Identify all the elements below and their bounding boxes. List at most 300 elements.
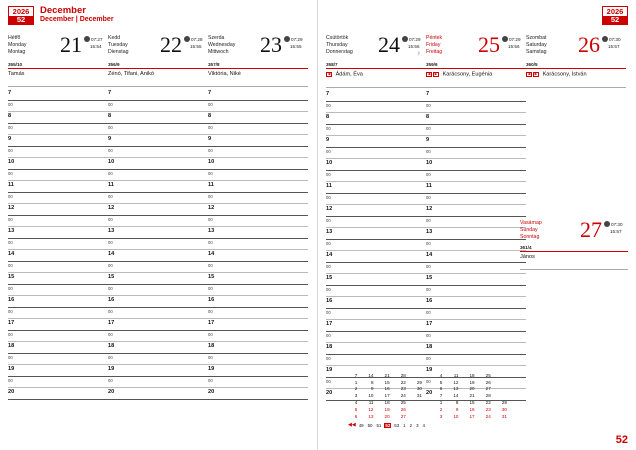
- mini-calendar-prev-icon[interactable]: ◀◀: [348, 422, 356, 428]
- hour-slot[interactable]: [8, 204, 108, 216]
- half-hour-slot[interactable]: [208, 377, 308, 388]
- half-hour-label: 00: [208, 148, 213, 153]
- half-hour-slot[interactable]: [208, 216, 308, 227]
- mini-calendar-day[interactable]: 31: [501, 413, 507, 419]
- hour-slot[interactable]: [426, 320, 526, 332]
- half-hour-slot[interactable]: [426, 240, 526, 251]
- hour-slot[interactable]: [326, 274, 426, 286]
- mini-calendar-day[interactable]: 5: [354, 406, 358, 412]
- half-hour-slot[interactable]: [426, 309, 526, 320]
- hour-slot[interactable]: [426, 90, 526, 102]
- day-number-tuesday: 22: [160, 32, 182, 57]
- half-hour-slot[interactable]: [208, 101, 308, 112]
- mini-calendar-day[interactable]: 11: [368, 399, 374, 405]
- half-hour-slot[interactable]: [8, 170, 108, 181]
- half-hour-slot[interactable]: [208, 239, 308, 250]
- day-column-sunday: [520, 218, 628, 270]
- hour-slot[interactable]: [108, 89, 208, 101]
- half-hour-slot[interactable]: [326, 309, 426, 320]
- nameday-rule: [108, 77, 208, 87]
- hour-slot[interactable]: [108, 319, 208, 331]
- mini-calendar-day[interactable]: 19: [469, 379, 475, 385]
- nameday-rule: [8, 77, 108, 87]
- moon-phase-icon: ☽: [415, 50, 420, 56]
- mini-calendar-day[interactable]: 17: [384, 393, 390, 399]
- prev-week-icon[interactable]: ◀: [327, 71, 331, 76]
- mini-calendar-day[interactable]: 13: [368, 413, 374, 419]
- hour-slot[interactable]: [208, 342, 308, 354]
- half-hour-label: 00: [8, 171, 13, 176]
- mini-calendar-day[interactable]: 16: [384, 386, 390, 392]
- hour-slot[interactable]: [208, 273, 308, 285]
- mini-calendar-day[interactable]: 6: [354, 413, 358, 419]
- hour-slot[interactable]: [8, 135, 108, 147]
- hour-label: 19: [326, 366, 333, 373]
- day-name-de: Mittwoch: [208, 49, 229, 56]
- hour-slot[interactable]: [208, 181, 308, 193]
- half-hour-slot[interactable]: [426, 217, 526, 228]
- mini-calendar-day[interactable]: 10: [368, 393, 374, 399]
- mini-calendar-day[interactable]: 26: [485, 379, 491, 385]
- half-hour-slot[interactable]: [208, 147, 308, 158]
- hour-slot[interactable]: [8, 250, 108, 262]
- sunrise-time: 07:30: [611, 222, 623, 227]
- half-hour-slot[interactable]: [208, 193, 308, 204]
- hour-slot[interactable]: [426, 297, 526, 309]
- half-hour-slot[interactable]: [108, 170, 208, 181]
- week-label-right: 52: [603, 16, 627, 24]
- day-header-saturday: [526, 33, 626, 69]
- hour-label: 20: [8, 389, 15, 395]
- half-hour-slot[interactable]: [208, 331, 308, 342]
- hour-label: 19: [108, 366, 115, 372]
- mini-calendar-day[interactable]: 15: [384, 379, 390, 385]
- half-hour-slot[interactable]: [426, 194, 526, 205]
- hour-slot[interactable]: [326, 182, 426, 194]
- hour-slot[interactable]: [326, 251, 426, 263]
- half-hour-slot[interactable]: [426, 286, 526, 297]
- hour-slot[interactable]: [108, 342, 208, 354]
- hour-slot[interactable]: [326, 297, 426, 309]
- hour-slot[interactable]: [426, 251, 526, 263]
- hour-slot[interactable]: [8, 273, 108, 285]
- nameday-monday: Tamás: [8, 71, 25, 77]
- hour-label: 10: [208, 159, 215, 165]
- hour-slot[interactable]: [208, 319, 308, 331]
- hour-column-friday[interactable]: [426, 90, 526, 401]
- mini-calendar-day[interactable]: [407, 413, 423, 420]
- hour-label: 8: [426, 113, 430, 120]
- hour-slot[interactable]: [208, 388, 308, 400]
- hour-column-wednesday[interactable]: [208, 89, 308, 400]
- day-name-de: Montag: [8, 49, 26, 56]
- half-hour-slot[interactable]: [108, 124, 208, 135]
- hour-label: 18: [326, 343, 333, 350]
- nameday-tuesday: Zénó, Tifani, Anikó: [108, 71, 155, 77]
- hour-slot[interactable]: [208, 296, 308, 308]
- hour-label: 11: [108, 182, 114, 188]
- mini-calendar-day[interactable]: 9: [455, 406, 459, 412]
- mini-calendar-day[interactable]: 9: [370, 386, 374, 392]
- hour-slot[interactable]: [8, 319, 108, 331]
- half-hour-slot[interactable]: [108, 377, 208, 388]
- hour-slot[interactable]: [108, 388, 208, 400]
- day-column-tuesday: [108, 33, 208, 87]
- mini-calendar-day[interactable]: [492, 393, 508, 400]
- month-title: [40, 6, 114, 23]
- half-hour-slot[interactable]: [426, 102, 526, 113]
- next-week-icon[interactable]: ▶: [534, 71, 538, 76]
- hour-slot[interactable]: [108, 112, 208, 124]
- mini-calendar-row: [348, 379, 508, 386]
- hour-slot[interactable]: [326, 90, 426, 102]
- day-of-year-monday: 355/10: [8, 62, 23, 67]
- mini-calendar-day[interactable]: [407, 400, 423, 407]
- hour-slot[interactable]: [8, 365, 108, 377]
- nameday-rule: [520, 260, 628, 270]
- half-hour-slot[interactable]: [208, 170, 308, 181]
- half-hour-slot[interactable]: [108, 285, 208, 296]
- hour-label: 11: [208, 182, 214, 188]
- hour-slot[interactable]: [208, 365, 308, 377]
- hour-label: 16: [426, 297, 433, 304]
- hour-slot[interactable]: [426, 159, 526, 171]
- mini-calendar-day[interactable]: 19: [384, 406, 390, 412]
- hour-label: 17: [108, 320, 115, 326]
- half-hour-label: 00: [326, 125, 331, 131]
- hour-slot[interactable]: [426, 228, 526, 240]
- mini-calendar-day[interactable]: 3: [354, 393, 358, 399]
- mini-calendar-week-number[interactable]: 50: [367, 422, 373, 428]
- mini-calendar-day[interactable]: 14: [453, 393, 459, 399]
- hour-slot[interactable]: [326, 228, 426, 240]
- mini-calendar-day[interactable]: 29: [501, 399, 507, 405]
- half-hour-slot[interactable]: [108, 147, 208, 158]
- hour-label: 15: [426, 274, 433, 281]
- day-name-en: Saturday: [526, 42, 547, 49]
- hour-slot[interactable]: [8, 342, 108, 354]
- half-hour-label: 00: [426, 125, 431, 131]
- hour-slot[interactable]: [108, 250, 208, 262]
- mini-calendar-day[interactable]: 28: [485, 393, 491, 399]
- half-hour-slot[interactable]: [426, 355, 526, 366]
- hour-column-monday[interactable]: [8, 89, 108, 400]
- mini-calendar-row: [348, 413, 508, 420]
- day-header-sunday: [520, 218, 628, 252]
- half-hour-slot[interactable]: [8, 239, 108, 250]
- mini-calendar-week-number[interactable]: 53: [394, 422, 400, 428]
- sunrise-icon: [602, 36, 608, 42]
- hour-label: 15: [8, 274, 15, 280]
- hour-slot[interactable]: [108, 135, 208, 147]
- half-hour-slot[interactable]: [326, 286, 426, 297]
- half-hour-slot[interactable]: [426, 125, 526, 136]
- mini-calendar-day[interactable]: 14: [368, 372, 374, 378]
- half-hour-slot[interactable]: [8, 285, 108, 296]
- mini-calendar-day[interactable]: 31: [416, 393, 422, 399]
- half-hour-slot[interactable]: [326, 171, 426, 182]
- half-hour-label: 00: [326, 332, 331, 338]
- hour-slot[interactable]: [108, 227, 208, 239]
- half-hour-label: 00: [8, 240, 13, 245]
- sun-times-tuesday: [184, 36, 208, 51]
- hour-slot[interactable]: [8, 89, 108, 101]
- half-hour-label: 00: [108, 378, 113, 383]
- half-hour-slot[interactable]: [426, 332, 526, 343]
- mini-calendar-day[interactable]: 1: [354, 379, 358, 385]
- mini-calendar-day[interactable]: 25: [400, 399, 406, 405]
- mini-calendar-day[interactable]: 16: [469, 406, 475, 412]
- mini-calendar-day[interactable]: 6: [439, 386, 443, 392]
- hour-slot[interactable]: [426, 113, 526, 125]
- hour-slot[interactable]: [208, 112, 308, 124]
- half-hour-slot[interactable]: [8, 377, 108, 388]
- prev-week-icon[interactable]: ◀: [427, 71, 431, 76]
- half-hour-slot[interactable]: [326, 125, 426, 136]
- half-hour-label: 00: [426, 148, 431, 154]
- sunrise-time: 07:29: [509, 37, 521, 42]
- half-hour-label: 00: [108, 148, 113, 153]
- mini-calendar-week-number[interactable]: 52: [385, 422, 391, 428]
- mini-calendar-day[interactable]: 22: [485, 399, 491, 405]
- mini-calendar-day[interactable]: 30: [501, 406, 507, 412]
- mini-calendar-day[interactable]: [407, 406, 423, 413]
- mini-calendar-week-number[interactable]: 1: [403, 422, 406, 428]
- hour-slot[interactable]: [426, 136, 526, 148]
- half-hour-slot[interactable]: [8, 262, 108, 273]
- hour-slot[interactable]: [208, 135, 308, 147]
- hour-slot[interactable]: [326, 113, 426, 125]
- mini-calendar-day[interactable]: 1: [439, 399, 443, 405]
- half-hour-label: 00: [326, 240, 331, 246]
- half-hour-label: 00: [8, 194, 13, 199]
- mini-calendar-day[interactable]: 15: [469, 399, 475, 405]
- mini-calendar-day[interactable]: 21: [384, 372, 390, 378]
- day-of-year-sunday: 361/4: [520, 245, 532, 250]
- mini-calendar-grid: [348, 373, 508, 420]
- hour-slot[interactable]: [8, 296, 108, 308]
- hour-slot[interactable]: [108, 296, 208, 308]
- hour-slot[interactable]: [108, 158, 208, 170]
- hour-column-thursday[interactable]: [326, 90, 426, 401]
- mini-calendar-day[interactable]: [407, 373, 423, 380]
- hour-slot[interactable]: [326, 159, 426, 171]
- hour-slot[interactable]: [208, 250, 308, 262]
- mini-calendar-day[interactable]: 28: [400, 372, 406, 378]
- half-hour-slot[interactable]: [326, 194, 426, 205]
- mini-calendar-day[interactable]: 12: [368, 406, 374, 412]
- sunrise-time: 07:29: [291, 37, 303, 42]
- half-hour-label: 00: [208, 286, 213, 291]
- half-hour-label: 00: [208, 102, 213, 107]
- half-hour-label: 00: [8, 125, 13, 130]
- hour-slot[interactable]: [326, 320, 426, 332]
- half-hour-slot[interactable]: [108, 101, 208, 112]
- left-header: [8, 6, 309, 30]
- half-hour-label: 00: [8, 148, 13, 153]
- mini-calendar-day[interactable]: 29: [416, 379, 422, 385]
- day-number-saturday: 26: [578, 32, 600, 57]
- hour-slot[interactable]: [326, 205, 426, 217]
- mini-calendar-day[interactable]: 18: [384, 399, 390, 405]
- half-hour-slot[interactable]: [208, 124, 308, 135]
- mini-calendar-day[interactable]: 7: [439, 393, 443, 399]
- half-hour-slot[interactable]: [208, 308, 308, 319]
- hour-slot[interactable]: [108, 273, 208, 285]
- mini-calendar-day[interactable]: 27: [400, 413, 406, 419]
- hour-column-tuesday[interactable]: [108, 89, 208, 400]
- prev-week-icon[interactable]: ◀: [527, 71, 531, 76]
- sunset-time: 15:55: [190, 43, 202, 49]
- mini-calendar-day[interactable]: 3: [439, 413, 443, 419]
- hour-slot[interactable]: [426, 182, 526, 194]
- hour-label: 17: [426, 320, 433, 327]
- half-hour-slot[interactable]: [326, 217, 426, 228]
- hour-label: 20: [426, 389, 433, 396]
- day-name-hu: Vasárnap: [520, 220, 542, 226]
- half-hour-slot[interactable]: [426, 148, 526, 159]
- month-name-primary: December: [40, 5, 86, 16]
- mini-calendar[interactable]: [348, 373, 508, 428]
- hour-label: 13: [326, 228, 333, 235]
- mini-calendar-day[interactable]: 8: [370, 379, 374, 385]
- next-week-icon[interactable]: ▶: [434, 71, 438, 76]
- hour-slot[interactable]: [208, 227, 308, 239]
- hour-label: 19: [426, 366, 433, 373]
- hour-slot[interactable]: [426, 205, 526, 217]
- mini-calendar-day[interactable]: 5: [439, 379, 443, 385]
- half-hour-slot[interactable]: [108, 262, 208, 273]
- half-hour-slot[interactable]: [326, 355, 426, 366]
- half-hour-slot[interactable]: [108, 308, 208, 319]
- mini-calendar-day[interactable]: 4: [439, 372, 443, 378]
- sunrise-time: 07:30: [609, 37, 621, 42]
- half-hour-slot[interactable]: [108, 216, 208, 227]
- mini-calendar-day[interactable]: 26: [400, 406, 406, 412]
- half-hour-label: 00: [208, 171, 213, 176]
- hour-slot[interactable]: [8, 112, 108, 124]
- half-hour-slot[interactable]: [108, 354, 208, 365]
- half-hour-slot[interactable]: [8, 101, 108, 112]
- half-hour-slot[interactable]: [8, 308, 108, 319]
- hour-label: 9: [208, 136, 212, 142]
- mini-calendar-day[interactable]: 8: [455, 399, 459, 405]
- half-hour-slot[interactable]: [326, 148, 426, 159]
- day-column-thursday: [326, 33, 426, 88]
- day-of-year-saturday: 360/5: [526, 62, 538, 67]
- mini-calendar-day[interactable]: 10: [453, 413, 459, 419]
- mini-calendar-day[interactable]: 30: [416, 386, 422, 392]
- half-hour-slot[interactable]: [326, 263, 426, 274]
- hour-slot[interactable]: [208, 89, 308, 101]
- half-hour-slot[interactable]: [326, 240, 426, 251]
- hour-label: 14: [108, 251, 115, 257]
- mini-calendar-day[interactable]: 24: [485, 413, 491, 419]
- half-hour-label: 00: [208, 194, 213, 199]
- mini-calendar-day[interactable]: 2: [354, 386, 358, 392]
- hour-slot[interactable]: [426, 343, 526, 355]
- half-hour-slot[interactable]: [208, 354, 308, 365]
- mini-calendar-week-number[interactable]: 4: [422, 422, 425, 428]
- hour-slot[interactable]: [8, 158, 108, 170]
- half-hour-slot[interactable]: [108, 331, 208, 342]
- mini-calendar-day[interactable]: 24: [400, 393, 406, 399]
- mini-calendar-day[interactable]: 22: [400, 379, 406, 385]
- hour-slot[interactable]: [208, 158, 308, 170]
- hour-label: 15: [208, 274, 215, 280]
- half-hour-slot[interactable]: [8, 331, 108, 342]
- mini-calendar-day[interactable]: [492, 386, 508, 393]
- hour-slot[interactable]: [8, 388, 108, 400]
- half-hour-slot[interactable]: [326, 102, 426, 113]
- half-hour-slot[interactable]: [326, 332, 426, 343]
- mini-calendar-day[interactable]: 20: [384, 413, 390, 419]
- mini-calendar-day[interactable]: 18: [469, 372, 475, 378]
- hour-slot[interactable]: [108, 181, 208, 193]
- sun-times-saturday: [602, 36, 626, 51]
- mini-calendar-week-number[interactable]: 49: [358, 422, 364, 428]
- half-hour-slot[interactable]: [426, 171, 526, 182]
- mini-calendar-day[interactable]: [492, 373, 508, 380]
- mini-calendar-day[interactable]: 17: [469, 413, 475, 419]
- hour-slot[interactable]: [426, 274, 526, 286]
- hour-slot[interactable]: [326, 343, 426, 355]
- half-hour-slot[interactable]: [208, 262, 308, 273]
- mini-calendar-week-number[interactable]: 2: [409, 422, 413, 428]
- half-hour-slot[interactable]: [8, 216, 108, 227]
- half-hour-slot[interactable]: [426, 263, 526, 274]
- hour-slot[interactable]: [108, 204, 208, 216]
- mini-calendar-week-strip[interactable]: [348, 422, 508, 428]
- half-hour-label: 00: [326, 378, 331, 384]
- mini-calendar-day[interactable]: 4: [354, 399, 358, 405]
- mini-calendar-day[interactable]: 2: [439, 406, 443, 412]
- half-hour-slot[interactable]: [8, 124, 108, 135]
- mini-calendar-day[interactable]: 21: [469, 393, 475, 399]
- hour-label: 18: [426, 343, 433, 350]
- hour-slot[interactable]: [108, 365, 208, 377]
- mini-calendar-day[interactable]: 13: [453, 386, 459, 392]
- sun-times-wednesday: [284, 36, 308, 51]
- mini-calendar-day[interactable]: [492, 379, 508, 386]
- half-hour-slot[interactable]: [108, 193, 208, 204]
- mini-calendar-day[interactable]: 11: [453, 372, 459, 378]
- hour-label: 7: [426, 90, 430, 97]
- half-hour-slot[interactable]: [8, 193, 108, 204]
- hour-slot[interactable]: [8, 227, 108, 239]
- mini-calendar-week-number[interactable]: 51: [376, 422, 382, 428]
- mini-calendar-gap: [423, 400, 433, 407]
- hour-slot[interactable]: [208, 204, 308, 216]
- mini-calendar-day[interactable]: 27: [485, 386, 491, 392]
- mini-calendar-day[interactable]: 23: [400, 386, 406, 392]
- mini-calendar-day[interactable]: 23: [485, 406, 491, 412]
- mini-calendar-day[interactable]: 7: [354, 372, 358, 378]
- half-hour-slot[interactable]: [8, 354, 108, 365]
- mini-calendar-gap: [423, 393, 433, 400]
- day-header-tuesday: [108, 33, 208, 69]
- mini-calendar-day[interactable]: 25: [485, 372, 491, 378]
- hour-slot[interactable]: [8, 181, 108, 193]
- mini-calendar-day[interactable]: 12: [453, 379, 459, 385]
- mini-calendar-day[interactable]: 20: [469, 386, 475, 392]
- half-hour-slot[interactable]: [208, 285, 308, 296]
- mini-calendar-week-number[interactable]: 3: [416, 422, 419, 428]
- hour-slot[interactable]: [326, 136, 426, 148]
- half-hour-slot[interactable]: [8, 147, 108, 158]
- half-hour-slot[interactable]: [108, 239, 208, 250]
- sunset-time: 15:57: [608, 43, 620, 49]
